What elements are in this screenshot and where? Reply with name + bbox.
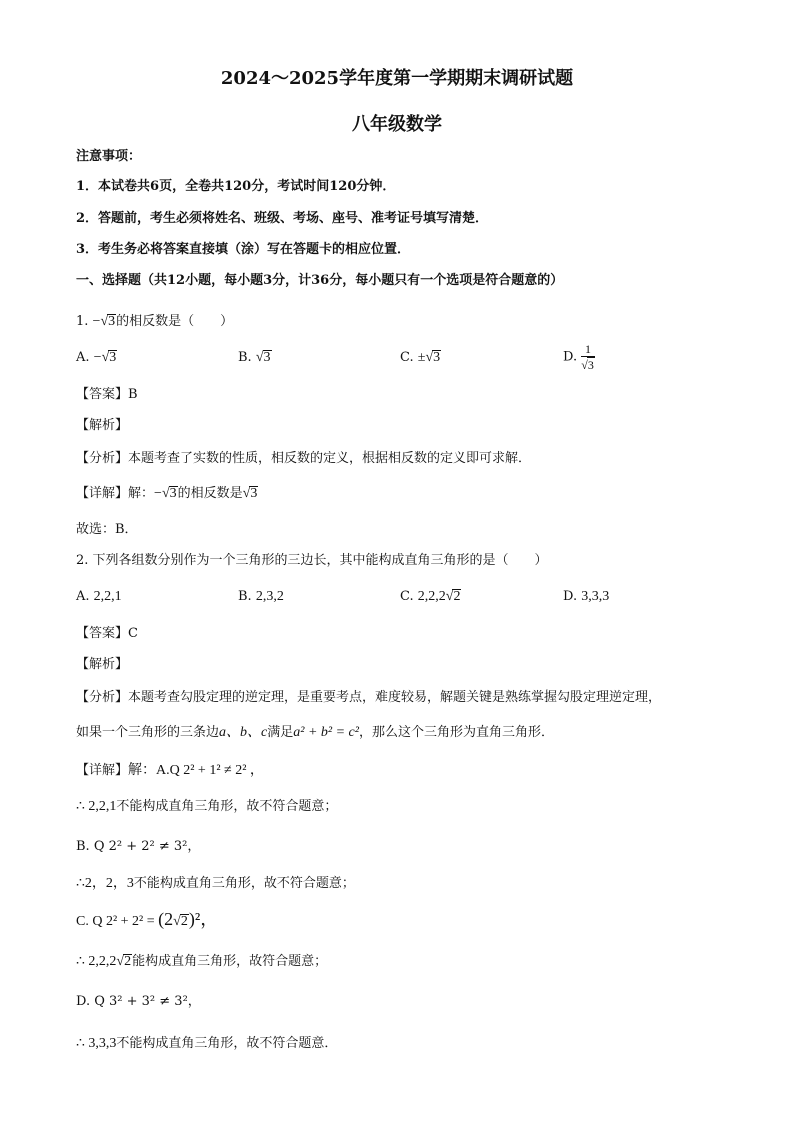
numerator: 1 (581, 342, 595, 357)
option-b (238, 589, 284, 605)
radicand: 3 (263, 350, 271, 365)
notice-item: 3．考生务必将答案直接填（涂）写在答题卡的相应位置． (76, 242, 411, 257)
notice-heading: 注意事项： (76, 149, 142, 164)
step-math: C. Q 2² + 2² = (76, 914, 159, 929)
denominator: √3 (581, 358, 594, 372)
conclusion-line: 故选：B． (76, 522, 138, 537)
option-label: A. (76, 350, 90, 365)
option-label: A. (76, 589, 90, 604)
sqrt-sign: √ (445, 589, 454, 604)
option-a (76, 589, 122, 605)
fenxi-text: 满足 (267, 725, 294, 740)
sqrt-sign: √ (425, 350, 434, 365)
step-math: ∴ 3,3,3 (76, 1036, 117, 1051)
option-label: D. (563, 589, 578, 604)
math-prefix: − (92, 314, 101, 329)
math-prefix: − (93, 350, 102, 365)
detail-text: 的相反数是 (177, 486, 243, 501)
step-math: ∴ 2,2,2 (76, 954, 117, 969)
radicand: 3 (587, 358, 594, 372)
sqrt-sign: √ (255, 350, 264, 365)
question-text: 下列各组数分别作为一个三角形的三边长，其中能构成直角三角形的是（ ） (92, 553, 548, 568)
analysis-tag: 【解析】 (76, 418, 129, 433)
option-d (563, 342, 595, 372)
option-c (400, 589, 461, 605)
option-value: 2,2,2 (417, 589, 446, 604)
step-line (76, 875, 355, 893)
step-line (76, 798, 337, 816)
answer-line (76, 625, 138, 643)
option-b (238, 350, 272, 366)
radicand: 2 (124, 954, 132, 969)
answer-line (76, 386, 138, 404)
question-1 (76, 313, 233, 331)
option-value: 2,3,2 (255, 589, 284, 604)
step-math: )²， (188, 909, 219, 929)
option-label: D. (563, 349, 578, 365)
notice-item: 1．本试卷共6页，全卷共120分，考试时间120分钟． (76, 179, 396, 194)
detail-text: 解： (128, 486, 155, 501)
radicand: 3 (109, 350, 117, 365)
step-text: 能构成直角三角形，故符合题意； (132, 954, 328, 969)
math-prefix: − (154, 486, 162, 501)
step-text: 不能构成直角三角形，故不符合题意； (116, 799, 338, 814)
sqrt-sign: √ (173, 914, 181, 929)
step-line (76, 910, 218, 931)
fenxi-text: 本题考查了实数的性质，相反数的定义，根据相反数的定义即可求解． (128, 451, 532, 466)
exam-subtitle: 八年级数学 (352, 114, 442, 135)
radicand: 2 (180, 914, 188, 929)
step-math: ∴ 2,2,1 (76, 799, 117, 814)
fenxi-text: ，那么这个三角形为直角三角形． (358, 725, 554, 740)
answer-value: B (128, 387, 138, 402)
step-text: 不能构成直角三角形，故不符合题意； (133, 876, 355, 891)
step-math: ∴2，2，3 (76, 876, 134, 891)
exam-title: 2024～2025学年度第一学期期末调研试题 (220, 68, 574, 89)
radicand: 3 (433, 350, 441, 365)
radicand: 3 (169, 486, 177, 501)
fenxi-tag: 【分析】 (76, 451, 129, 466)
detail-tag: 【详解】 (76, 486, 129, 501)
option-a (76, 350, 117, 366)
sqrt-sign: √ (116, 954, 125, 969)
step-text: 不能构成直角三角形，故不符合题意． (116, 1036, 338, 1051)
section-heading: 一、选择题（共12小题，每小题3分，计36分，每小题只有一个选项是符合题意的） (76, 273, 564, 288)
question-number: 1. (76, 314, 89, 329)
fenxi-line-2 (76, 724, 554, 742)
analysis-tag: 【解析】 (76, 657, 129, 672)
step-line: D. Q 3² + 3² ≠ 3²， (76, 994, 201, 1009)
radicand: 2 (453, 589, 461, 604)
sqrt-sign: √ (242, 486, 251, 501)
step-math: (2 (158, 909, 174, 929)
sqrt-sign: √ (100, 314, 109, 329)
step-line (76, 953, 327, 971)
option-value: 3,3,3 (581, 589, 610, 604)
answer-tag: 【答案】 (76, 626, 129, 641)
option-label: C. (400, 350, 414, 365)
fraction (581, 342, 595, 372)
option-label: B. (238, 350, 252, 365)
radicand: 3 (108, 314, 116, 329)
question-2 (76, 552, 548, 570)
math-prefix: ± (417, 350, 426, 365)
fenxi-text: 本题考查勾股定理的逆定理，是重要考点，难度较易，解题关键是熟练掌握勾股定理逆定理， (128, 690, 662, 705)
option-value: 2,2,1 (93, 589, 122, 604)
fenxi-line (76, 450, 531, 468)
step-line: B. Q 2² + 2² ≠ 3²， (76, 839, 201, 854)
option-label: C. (400, 589, 414, 604)
variables: a、b、c (219, 725, 268, 740)
option-d (563, 589, 609, 605)
detail-line (76, 762, 264, 780)
detail-line (76, 485, 258, 503)
equation: a² + b² = c² (293, 725, 359, 740)
answer-value: C (128, 626, 138, 641)
fenxi-line (76, 689, 661, 707)
question-text: 的相反数是（ ） (116, 314, 234, 329)
sqrt-sign: √ (161, 486, 170, 501)
step-line (76, 1035, 337, 1053)
option-c (400, 350, 441, 366)
fenxi-tag: 【分析】 (76, 690, 129, 705)
radicand: 3 (250, 486, 258, 501)
notice-item: 2．答题前，考生必须将姓名、班级、考场、座号、准考证号填写清楚． (76, 211, 489, 226)
detail-tag: 【详解】 (76, 763, 129, 778)
option-label: B. (238, 589, 252, 604)
fenxi-text: 如果一个三角形的三条边 (76, 725, 220, 740)
question-number: 2. (76, 553, 89, 568)
sqrt-sign: √ (101, 350, 110, 365)
answer-tag: 【答案】 (76, 387, 129, 402)
detail-text: 解：A.Q 2² + 1² ≠ 2² ， (128, 763, 264, 778)
